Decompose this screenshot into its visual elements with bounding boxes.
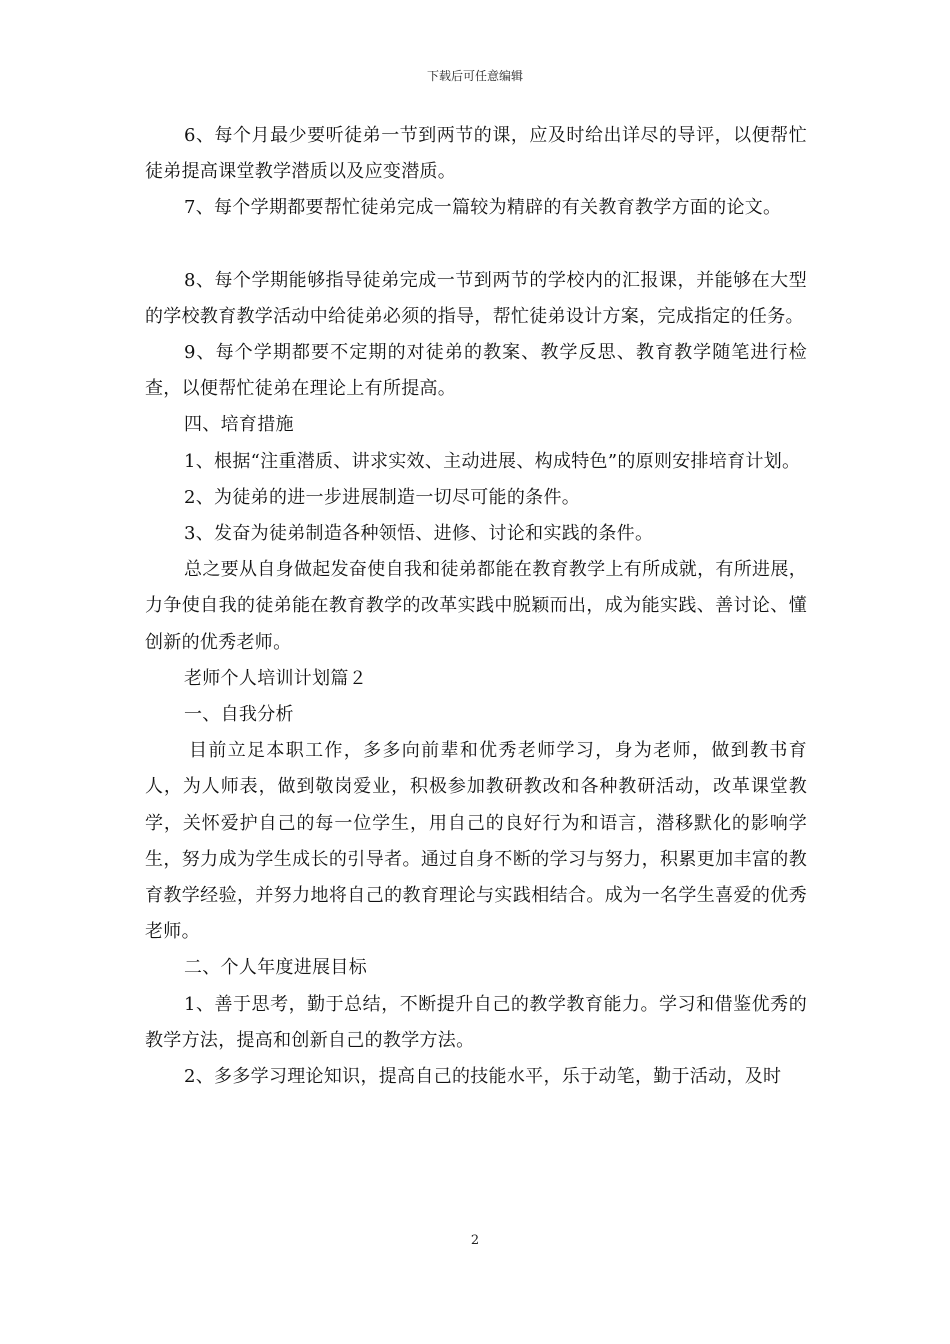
document-body — [145, 118, 807, 1095]
paragraph: 9、每个学期都要不定期的对徒弟的教案、教学反思、教育教学随笔进行检查，以便帮忙徒弟在理论上有所提高。 — [145, 342, 807, 400]
paragraph: 2、多多学习理论知识，提高自己的技能水平，乐于动笔，勤于活动，及时 — [184, 1066, 782, 1088]
page-header: 下载后可任意编辑 — [426, 69, 523, 83]
page-number: 2 — [470, 1233, 480, 1248]
paragraph: 8、每个学期能够指导徒弟完成一节到两节的学校内的汇报课，并能够在大型的学校教育教学活动中给徒弟必须的指导，帮忙徒弟设计方案，完成指定的任务。 — [145, 269, 807, 327]
section-heading: 四、培育措施 — [184, 414, 294, 436]
paragraph: 7、每个学期都要帮忙徒弟完成一篇较为精辟的有关教育教学方面的论文。 — [184, 197, 782, 219]
paragraph: 总之要从自身做起发奋使自我和徒弟都能在教育教学上有所成就，有所进展，力争使自我的徒弟能在教育教学的改革实践中脱颖而出，成为能实践、善讨论、懂创新的优秀老师。 — [145, 559, 807, 653]
paragraph: 1、善于思考，勤于总结，不断提升自己的教学教育能力。学习和借鉴优秀的教学方法，提高和创新自己的教学方法。 — [145, 993, 807, 1051]
paragraph: 1、根据“注重潜质、讲求实效、主动进展、构成特色”的原则安排培育计划。 — [184, 450, 801, 472]
paragraph: 6、每个月最少要听徒弟一节到两节的课，应及时给出详尽的导评，以便帮忙徒弟提高课堂教学潜质以及应变潜质。 — [145, 125, 807, 183]
paragraph: 2、为徒弟的进一步进展制造一切尽可能的条件。 — [184, 486, 581, 508]
paragraph: 3、发奋为徒弟制造各种领悟、进修、讨论和实践的条件。 — [184, 523, 654, 545]
section-heading: 二、个人年度进展目标 — [184, 957, 367, 979]
article-title: 老师个人培训计划篇２ — [184, 667, 367, 689]
section-heading: 一、自我分析 — [184, 704, 294, 726]
paragraph: 目前立足本职工作，多多向前辈和优秀老师学习，身为老师，做到教书育人，为人师表，做到敬岗爱业，积极参加教研教改和各种教研活动，改革课堂教学，关怀爱护自己的每一位学生，用自己的良好行为和语言，潜移默化的影响学生，努力成为学生成长的引导者。通过自身不断的学习与努力，积累更加丰富的教育教学经验，并努力地将自己的教育理论与实践相结合。成为一名学生喜爱的优秀老师。 — [145, 740, 807, 943]
